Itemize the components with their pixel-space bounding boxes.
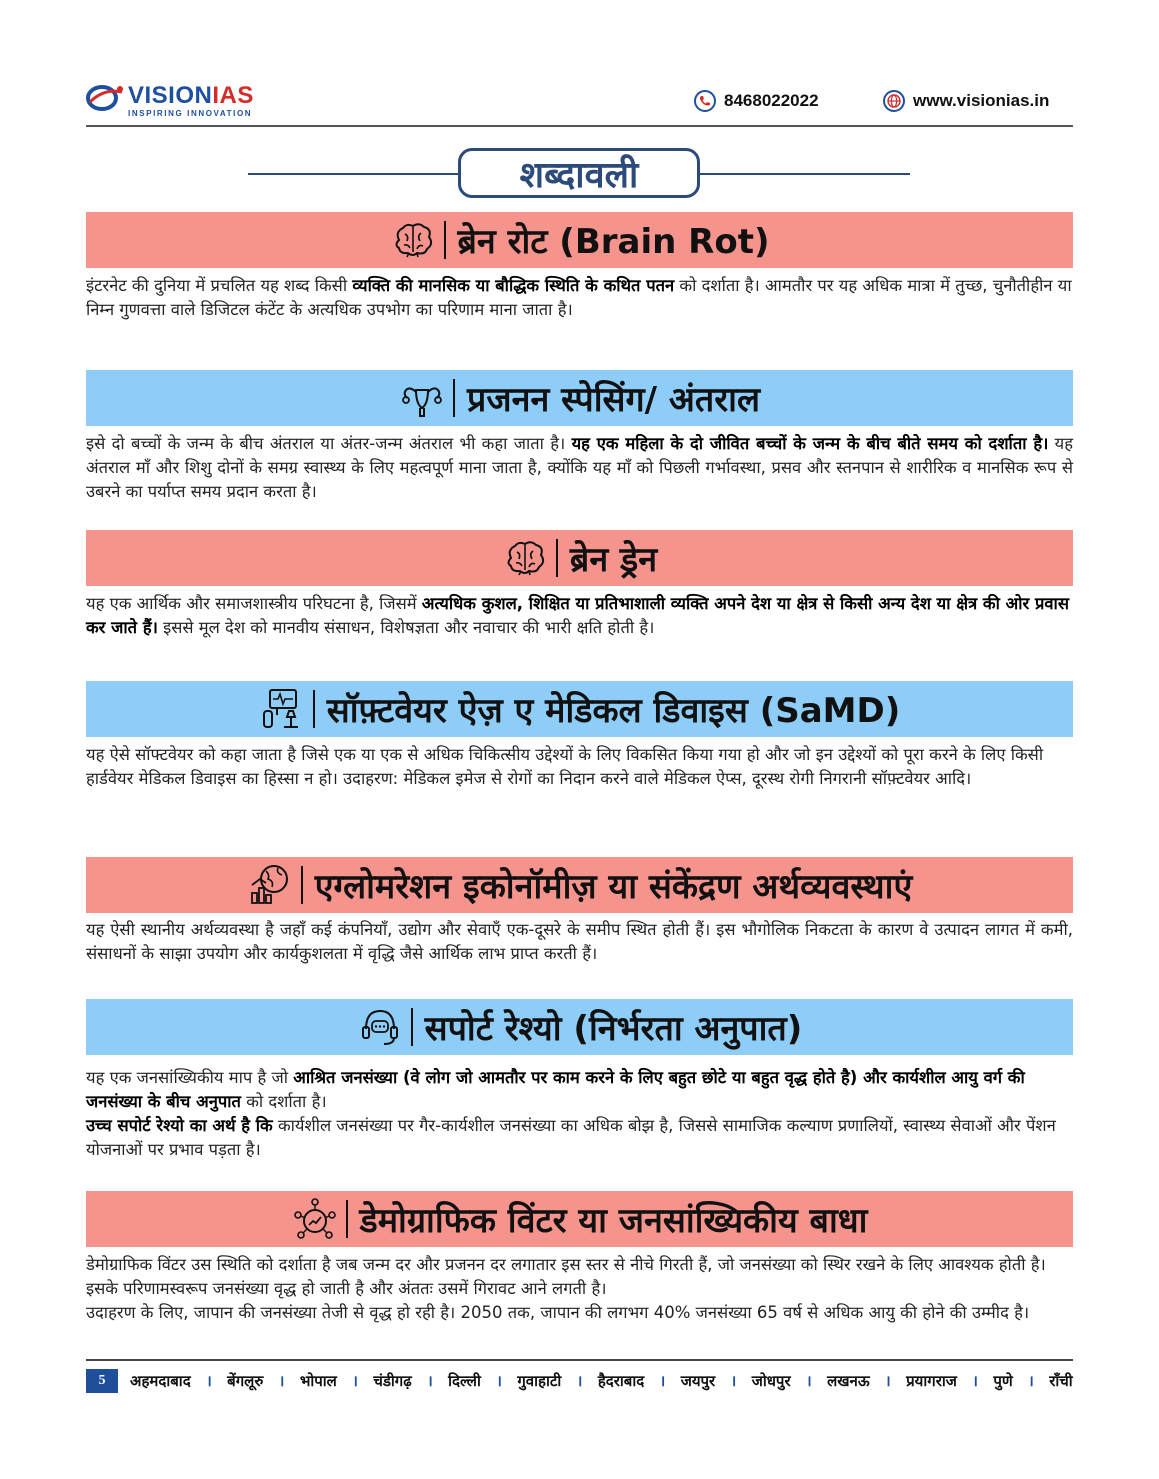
page-header [86, 84, 1073, 124]
text-run: कार्यशील जनसंख्या पर गैर-कार्यशील जनसंख्या का अधिक बोझ है, जिससे सामाजिक कल्याण प्रणालियों, स्वास्थ्य सेवाओं और पेंशन योजनाओं पर प्रभाव पड़ता है। [86, 1116, 1056, 1159]
footer-city: अहमदाबाद [130, 1372, 191, 1390]
page-number: 5 [86, 1369, 118, 1393]
globe-growth-icon [247, 863, 293, 907]
title-separator [444, 221, 446, 259]
demographic-icon [292, 1197, 338, 1241]
page-footer [86, 1368, 1073, 1394]
section-bar-agglomeration [86, 857, 1073, 913]
section-bar-demographic-winter [86, 1191, 1073, 1247]
title-separator [453, 379, 455, 417]
section-text-agglomeration [86, 918, 1073, 966]
footer-city: प्रयागराज [906, 1372, 957, 1390]
city-separator: । [659, 1372, 666, 1390]
page-title-block [248, 148, 910, 198]
text-run: इंटरनेट की दुनिया में प्रचलित यह शब्द किसी [86, 276, 353, 295]
footer-city: जयपुर [680, 1372, 716, 1390]
section-bar-brain-rot [86, 212, 1073, 268]
text-run: यह अंतराल माँ और शिशु दोनों के समग्र स्वास्थ्य के लिए महत्वपूर्ण माना जाता है, क्योंकि यह माँ को पिछली गर्भावस्था, प्रसव और स्तनपान से शारीरिक व मानसिक रूप से उबरने का पर्याप्त समय प्रदान करता है। [86, 434, 1073, 501]
section-title: प्रजनन स्पेसिंग/ अंतराल [467, 380, 760, 420]
text-run: यह एक जनसांख्यिकीय माप है जो [86, 1068, 294, 1087]
footer-city: गुवाहाटी [517, 1372, 562, 1390]
footer-divider [86, 1359, 1073, 1361]
footer-city: बेंगलूरु [227, 1372, 264, 1390]
header-divider [86, 125, 1073, 127]
text-run: इससे मूल देश को मानवीय संसाधन, विशेषज्ञता और नवाचार की भारी क्षति होती है। [157, 618, 655, 637]
section-text-birth-spacing [86, 432, 1073, 504]
section-title: ब्रेन ड्रेन [569, 540, 658, 580]
headset-icon [357, 1005, 403, 1049]
footer-city: दिल्ली [448, 1372, 481, 1390]
phone-contact[interactable] [694, 90, 819, 112]
section-text-demographic-winter [86, 1253, 1073, 1325]
text-run: को दर्शाता है। आमतौर पर यह अधिक मात्रा में तुच्छ, चुनौतीहीन या निम्न गुणवत्ता वाले डिजिटल कंटेंट के अत्यधिक उपभोग का परिणाम माना जाता है। [86, 276, 1072, 319]
title-separator [313, 690, 315, 728]
footer-city: पुणे [993, 1372, 1013, 1390]
city-separator: । [885, 1372, 891, 1390]
city-separator: । [1028, 1372, 1034, 1390]
visionias-logo [86, 84, 254, 120]
footer-city: जोधपुर [751, 1372, 791, 1390]
text-run: उदाहरण के लिए, जापान की जनसंख्या तेजी से वृद्ध हो रही है। 2050 तक, जापान की लगभग 40% जनसंख्या 65 वर्ष से अधिक आयु की होने की उम्मीद है। [86, 1303, 1030, 1322]
title-separator [411, 1008, 413, 1046]
title-separator [556, 539, 558, 577]
city-separator: । [972, 1372, 978, 1390]
section-text-brain-rot [86, 274, 1073, 322]
bold-text-run: अत्यधिक कुशल, शिक्षित या प्रतिभाशाली व्यक्ति अपने देश या क्षेत्र से किसी अन्य देश या क्षेत्र की ओर प्रवास कर जाते हैं। [86, 594, 1069, 637]
footer-city: लखनऊ [827, 1372, 870, 1390]
section-bar-samd [86, 681, 1073, 737]
city-separator: । [352, 1372, 358, 1390]
title-line-right [700, 173, 910, 175]
section-title: एग्लोमरेशन इकोनॉमीज़ या संकेंद्रण अर्थव्यवस्थाएं [314, 867, 913, 907]
city-separator: । [730, 1372, 737, 1390]
footer-city: भोपाल [299, 1372, 337, 1390]
bold-text-run: उच्च सपोर्ट रेश्यो का अर्थ है कि [86, 1116, 273, 1135]
logo-swoosh-icon [86, 84, 126, 112]
city-separator: । [206, 1372, 212, 1390]
city-separator: । [496, 1372, 502, 1390]
section-title: ब्रेन रोट (Brain Rot) [457, 222, 770, 262]
brain-icon [502, 536, 548, 580]
section-bar-support-ratio [86, 999, 1073, 1055]
medical-device-icon [259, 687, 305, 731]
city-separator: । [806, 1372, 812, 1390]
section-text-support-ratio [86, 1066, 1073, 1162]
city-separator: । [427, 1372, 433, 1390]
city-separator: । [278, 1372, 285, 1390]
section-title: सपोर्ट रेश्यो (निर्भरता अनुपात) [424, 1009, 803, 1049]
section-title: सॉफ़्टवेयर ऐज़ ए मेडिकल डिवाइस (SaMD) [326, 691, 901, 731]
footer-city: हैदराबाद [597, 1372, 645, 1390]
text-run: को दर्शाता है। [240, 1092, 327, 1111]
section-text-samd [86, 743, 1073, 791]
bold-text-run: व्यक्ति की मानसिक या बौद्धिक स्थिति के कथित पतन [352, 276, 675, 295]
section-bar-brain-drain [86, 530, 1073, 586]
section-bar-birth-spacing [86, 370, 1073, 426]
section-text-brain-drain [86, 592, 1073, 640]
brain-icon [390, 218, 436, 262]
footer-city: चंडीगढ़ [373, 1372, 412, 1390]
footer-city: राँची [1049, 1372, 1073, 1390]
logo-tagline: INSPIRING INNOVATION [128, 109, 253, 118]
phone-number: 8468022022 [724, 91, 819, 110]
website-url: www.visionias.in [913, 91, 1050, 110]
uterus-icon [399, 376, 445, 420]
text-run: इसे दो बच्चों के जन्म के बीच अंतराल या अंतर-जन्म अंतराल भी कहा जाता है। [86, 434, 572, 453]
website-contact[interactable] [883, 90, 1049, 112]
text-run: यह ऐसे सॉफ्टवेयर को कहा जाता है जिसे एक या एक से अधिक चिकित्सीय उद्देश्यों के लिए विकसित किया गया हो और जो इन उद्देश्यों को पूरा करने के लिए किसी हार्डवेयर मेडिकल डिवाइस का हिस्सा न हो। उदाहरण: मेडिकल इमेज से रोगों का निदान करने वाले मेडिकल ऐप्स, दूरस्थ रोगी निगरानी सॉफ़्टवेयर आदि। [86, 745, 1044, 788]
title-separator [301, 866, 303, 904]
text-run: यह एक आर्थिक और समाजशास्त्रीय परिघटना है, जिसमें [86, 594, 422, 613]
phone-icon [694, 90, 716, 112]
logo-name-vision: VISION [128, 82, 213, 109]
city-list [130, 1371, 1073, 1391]
text-run: डेमोग्राफिक विंटर उस स्थिति को दर्शाता है जब जन्म दर और प्रजनन दर लगातार इस स्तर से नीचे गिरती हैं, जो जनसंख्या को स्थिर रखने के लिए आवश्यक होती है। इसके परिणामस्वरूप जनसंख्या वृद्ध हो जाती है और अंततः उसमें गिरावट आने लगती है। [86, 1255, 1046, 1298]
title-separator [346, 1200, 348, 1238]
bold-text-run: आश्रित जनसंख्या (वे लोग जो आमतौर पर काम करने के लिए बहुत छोटे या बहुत वृद्ध होते है) और कार्यशील आयु वर्ग की जनसंख्या के बीच अनुपात [86, 1068, 1025, 1111]
globe-icon [883, 90, 905, 112]
section-title: डेमोग्राफिक विंटर या जनसांख्यिकीय बाधा [359, 1201, 868, 1241]
page-title: शब्दावली [458, 148, 700, 198]
bold-text-run: यह एक महिला के दो जीवित बच्चों के जन्म के बीच बीते समय को दर्शाता है। [571, 434, 1049, 453]
city-separator: । [576, 1372, 583, 1390]
title-line-left [248, 173, 458, 175]
logo-name-ias: IAS [212, 82, 254, 109]
text-run: यह ऐसी स्थानीय अर्थव्यवस्था है जहाँ कई कंपनियाँ, उद्योग और सेवाएँ एक-दूसरे के समीप स्थित होती हैं। इस भौगोलिक निकटता के कारण वे उत्पादन लागत में कमी, संसाधनों के साझा उपयोग और कार्यकुशलता में वृद्धि जैसे आर्थिक लाभ प्राप्त करती हैं। [86, 920, 1073, 963]
